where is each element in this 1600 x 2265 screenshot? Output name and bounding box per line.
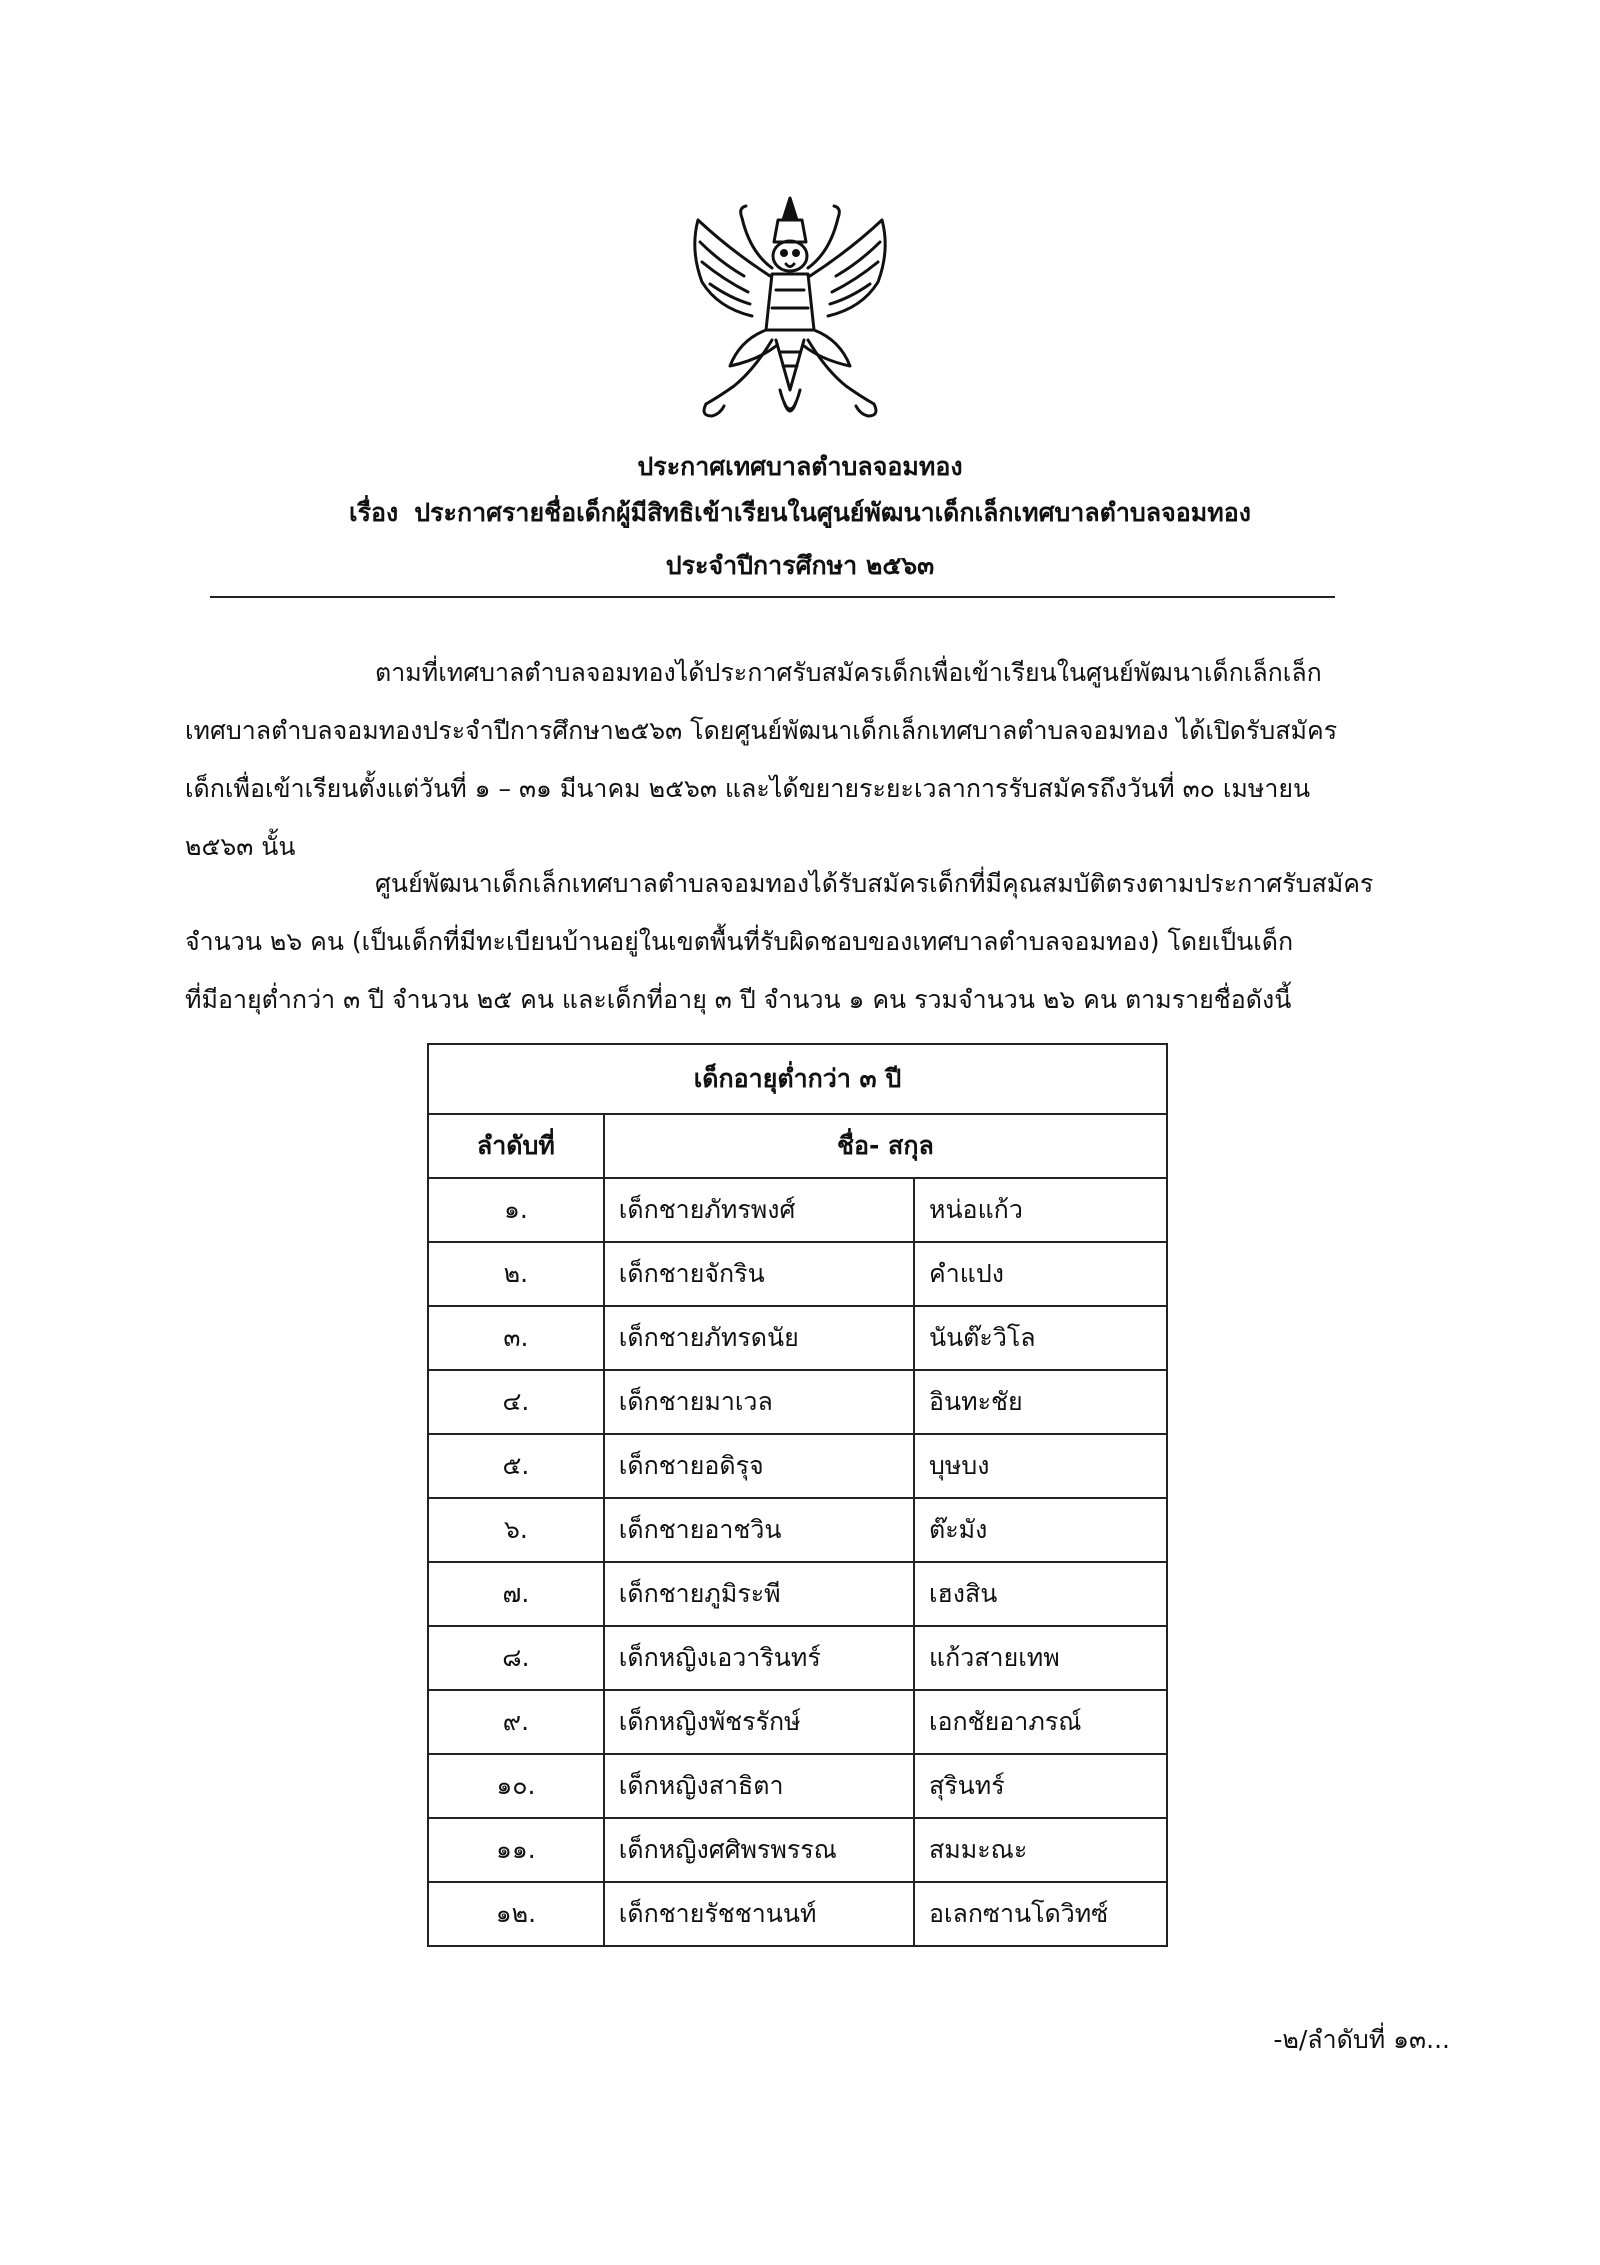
row-number: ๘. xyxy=(428,1626,604,1690)
table-row xyxy=(428,1306,1167,1370)
announcement-title: ประกาศเทศบาลตำบลจอมทอง xyxy=(637,452,963,481)
row-first-name: เด็กหญิงสาธิตา xyxy=(604,1754,914,1818)
row-first-name: เด็กชายอาชวิน xyxy=(604,1498,914,1562)
row-number: ๙. xyxy=(428,1690,604,1754)
row-first-name: เด็กชายอดิรุจ xyxy=(604,1434,914,1498)
row-number: ๓. xyxy=(428,1306,604,1370)
paragraph-line: ๒๕๖๓ นั้น xyxy=(185,832,296,861)
row-number: ๗. xyxy=(428,1562,604,1626)
row-first-name: เด็กหญิงศศิพรพรรณ xyxy=(604,1818,914,1882)
column-header-name: ชื่อ- สกุล xyxy=(604,1114,1167,1178)
paragraph-summary xyxy=(185,855,1400,1029)
student-roster-table xyxy=(427,1043,1168,1947)
header-divider xyxy=(210,596,1335,598)
table-row xyxy=(428,1498,1167,1562)
row-last-name: นันต๊ะวิโล xyxy=(914,1306,1167,1370)
row-first-name: เด็กชายภัทรดนัย xyxy=(604,1306,914,1370)
row-number: ๖. xyxy=(428,1498,604,1562)
subject-label: เรื่อง xyxy=(349,498,399,527)
table-row xyxy=(428,1626,1167,1690)
academic-year: ประจำปีการศึกษา ๒๕๖๓ xyxy=(665,551,935,580)
row-last-name: หน่อแก้ว xyxy=(914,1178,1167,1242)
table-row xyxy=(428,1434,1167,1498)
row-first-name: เด็กหญิงเอวารินทร์ xyxy=(604,1626,914,1690)
paragraph-line: ตามที่เทศบาลตำบลจอมทองได้ประกาศรับสมัครเด็กเพื่อเข้าเรียนในศูนย์พัฒนาเด็กเล็กเล็ก xyxy=(375,658,1322,687)
row-first-name: เด็กชายภัทรพงศ์ xyxy=(604,1178,914,1242)
row-last-name: อินทะชัย xyxy=(914,1370,1167,1434)
page-continuation-note: -๒/ลำดับที่ ๑๓... xyxy=(1273,2025,1450,2054)
row-number: ๑๒. xyxy=(428,1882,604,1946)
row-last-name: บุษบง xyxy=(914,1434,1167,1498)
paragraph-line: เทศบาลตำบลจอมทองประจำปีการศึกษา๒๕๖๓ โดยศูนย์พัฒนาเด็กเล็กเทศบาลตำบลจอมทอง ได้เปิดรับสมัคร xyxy=(185,716,1338,745)
table-row xyxy=(428,1690,1167,1754)
paragraph-line: ศูนย์พัฒนาเด็กเล็กเทศบาลตำบลจอมทองได้รับสมัครเด็กที่มีคุณสมบัติตรงตามประกาศรับสมัคร xyxy=(375,869,1374,898)
column-header-no: ลำดับที่ xyxy=(428,1114,604,1178)
table-row xyxy=(428,1562,1167,1626)
garuda-emblem-icon xyxy=(680,190,900,440)
row-last-name: เฮงสิน xyxy=(914,1562,1167,1626)
row-number: ๒. xyxy=(428,1242,604,1306)
table-row xyxy=(428,1882,1167,1946)
table-row xyxy=(428,1370,1167,1434)
row-number: ๕. xyxy=(428,1434,604,1498)
row-first-name: เด็กชายภูมิระพี xyxy=(604,1562,914,1626)
table-header-row xyxy=(428,1114,1167,1178)
table-title: เด็กอายุต่ำกว่า ๓ ปี xyxy=(428,1044,1167,1114)
paragraph-intro xyxy=(185,644,1400,876)
table-row xyxy=(428,1818,1167,1882)
paragraph-line: จำนวน ๒๖ คน (เป็นเด็กที่มีทะเบียนบ้านอยู่ในเขตพื้นที่รับผิดชอบของเทศบาลตำบลจอมทอง) โดยเป็นเด็ก xyxy=(185,927,1294,956)
row-last-name: สมมะณะ xyxy=(914,1818,1167,1882)
announcement-subject xyxy=(0,490,1600,536)
row-first-name: เด็กชายมาเวล xyxy=(604,1370,914,1434)
row-number: ๑. xyxy=(428,1178,604,1242)
row-last-name: อเลกซานโดวิทซ์ xyxy=(914,1882,1167,1946)
table-title-row xyxy=(428,1044,1167,1114)
row-number: ๑๑. xyxy=(428,1818,604,1882)
row-last-name: เอกชัยอาภรณ์ xyxy=(914,1690,1167,1754)
row-first-name: เด็กชายจักริน xyxy=(604,1242,914,1306)
row-last-name: แก้วสายเทพ xyxy=(914,1626,1167,1690)
row-last-name: คำแปง xyxy=(914,1242,1167,1306)
table-row xyxy=(428,1242,1167,1306)
table-row xyxy=(428,1754,1167,1818)
row-first-name: เด็กชายรัชชานนท์ xyxy=(604,1882,914,1946)
paragraph-line: เด็กเพื่อเข้าเรียนตั้งแต่วันที่ ๑ – ๓๑ มีนาคม ๒๕๖๓ และได้ขยายระยะเวลาการรับสมัครถึงวันที่ ๓๐ เมษายน xyxy=(185,774,1311,803)
row-number: ๑๐. xyxy=(428,1754,604,1818)
row-last-name: ต๊ะมัง xyxy=(914,1498,1167,1562)
paragraph-line: ที่มีอายุต่ำกว่า ๓ ปี จำนวน ๒๕ คน และเด็กที่อายุ ๓ ปี จำนวน ๑ คน รวมจำนวน ๒๖ คน ตามรายชื่อดังนี้ xyxy=(185,985,1292,1014)
subject-text: ประกาศรายชื่อเด็กผู้มีสิทธิเข้าเรียนในศูนย์พัฒนาเด็กเล็กเทศบาลตำบลจอมทอง xyxy=(414,498,1251,527)
row-last-name: สุรินทร์ xyxy=(914,1754,1167,1818)
row-first-name: เด็กหญิงพัชรรักษ์ xyxy=(604,1690,914,1754)
row-number: ๔. xyxy=(428,1370,604,1434)
table-row xyxy=(428,1178,1167,1242)
